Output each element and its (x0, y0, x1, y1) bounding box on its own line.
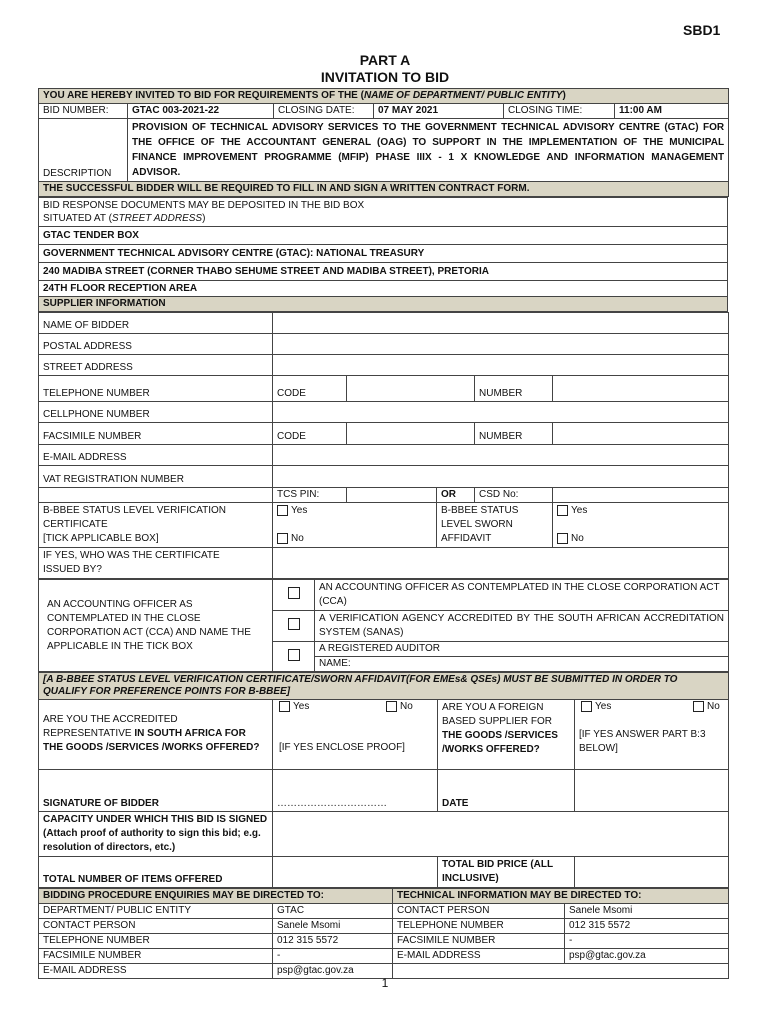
total-items-label: TOTAL NUMBER OF ITEMS OFFERED (39, 857, 273, 888)
opt2-checkbox[interactable] (288, 618, 300, 630)
email-field[interactable] (273, 445, 729, 466)
issued-by-field[interactable] (273, 548, 729, 579)
opt3-name-label: NAME: (315, 657, 729, 672)
address-line-2: GOVERNMENT TECHNICAL ADVISORY CENTRE (GTAC): NATIONAL TREASURY (39, 245, 728, 263)
fax-code-field[interactable] (347, 423, 475, 445)
foreign-yes-checkbox[interactable] (581, 701, 592, 712)
bid-number-value: GTAC 003-2021-22 (128, 104, 274, 119)
date-label: DATE (438, 770, 575, 812)
proc-value-3: - (273, 949, 393, 964)
accounting-officer-label: AN ACCOUNTING OFFICER AS CONTEMPLATED IN THE CLOSE CORPORATION ACT (CCA) AND NAME THE APPLICABLE IN THE TICK BOX (39, 580, 273, 672)
fax-number-label: NUMBER (475, 423, 553, 445)
part-heading: PART A (359, 52, 411, 68)
accredited-no-checkbox[interactable] (386, 701, 397, 712)
description-value: PROVISION OF TECHNICAL ADVISORY SERVICES TO THE GOVERNMENT TECHNICAL ADVISORY CENTRE (GTAC) FOR THE OFFICE OF THE ACCOUNTANT GENERAL (OAG) TO SUPPORT IN THE IMPLEMENTATION OF THE MUNICIPAL FINANCE IMPROVEMENT PROGRAMME (MFIP) PHASE IIIX - 1 X KNOWLEDGE AND INFORMATION MANAGEMENT ADVISOR. (128, 119, 729, 182)
affidavit-yes-checkbox[interactable] (557, 505, 568, 516)
cert-yes-option[interactable]: Yes (277, 504, 432, 518)
answer-part-b-note: [IF YES ANSWER PART B:3 BELOW] (579, 729, 706, 754)
fax-number-field[interactable] (553, 423, 729, 445)
bbbee-affidavit-options (553, 503, 729, 548)
tech-value-2: - (565, 934, 729, 949)
closing-time-label: CLOSING TIME: (504, 104, 615, 119)
issued-by-label: IF YES, WHO WAS THE CERTIFICATE ISSUED BY? (39, 548, 273, 579)
tech-value-1: 012 315 5572 (565, 919, 729, 934)
capacity-field[interactable] (273, 812, 729, 857)
postal-address-label: POSTAL ADDRESS (39, 334, 273, 355)
opt3-label: A REGISTERED AUDITOR (315, 642, 729, 657)
bidder-name-field[interactable] (273, 313, 729, 334)
foreign-yes-option[interactable]: Yes (581, 701, 611, 713)
opt1-label: AN ACCOUNTING OFFICER AS CONTEMPLATED IN THE CLOSE CORPORATION ACT (CCA) (315, 580, 729, 611)
opt2-label: A VERIFICATION AGENCY ACCREDITED BY THE SOUTH AFRICAN ACCREDITATION SYSTEM (SANAS) (315, 611, 729, 642)
cert-no-option[interactable]: No (277, 532, 432, 546)
foreign-question: ARE YOU A FOREIGN BASED SUPPLIER FOR THE GOODS /SERVICES /WORKS OFFERED? (438, 700, 575, 770)
affidavit-yes-option[interactable]: Yes (557, 504, 724, 518)
or-label: OR (437, 488, 475, 503)
proc-value-0: GTAC (273, 904, 393, 919)
tech-label-1: TELEPHONE NUMBER (393, 919, 565, 934)
fax-code-label: CODE (273, 423, 347, 445)
tcs-pin-label: TCS PIN: (273, 488, 347, 503)
affidavit-no-option[interactable]: No (557, 532, 724, 546)
bbbee-certificate-options (273, 503, 437, 548)
bid-form (38, 88, 728, 979)
closing-time-value: 11:00 AM (615, 104, 729, 119)
opt3-checkbox[interactable] (288, 649, 300, 661)
enquiries-table (38, 888, 729, 979)
invitation-table (38, 88, 729, 197)
telephone-label: TELEPHONE NUMBER (39, 376, 273, 402)
total-items-field[interactable] (273, 857, 438, 888)
description-label: DESCRIPTION (39, 119, 128, 182)
procedure-heading: BIDDING PROCEDURE ENQUIRIES MAY BE DIRECTED TO: (39, 889, 393, 904)
tech-label-0: CONTACT PERSON (393, 904, 565, 919)
cert-yes-checkbox[interactable] (277, 505, 288, 516)
bidder-name-label: NAME OF BIDDER (39, 313, 273, 334)
accredited-yes-checkbox[interactable] (279, 701, 290, 712)
enclose-proof-note: [IF YES ENCLOSE PROOF] (279, 742, 405, 753)
accredited-no-option[interactable]: No (386, 701, 413, 713)
page-title: INVITATION TO BID (320, 69, 450, 85)
bbbee-certificate-label: B-BBEE STATUS LEVEL VERIFICATION CERTIFICATE [TICK APPLICABLE BOX] (39, 503, 273, 548)
proc-value-4: psp@gtac.gov.za (273, 964, 393, 979)
vat-label: VAT REGISTRATION NUMBER (39, 466, 273, 488)
issuer-options-table (38, 579, 729, 672)
bbbee-affidavit-label: B-BBEE STATUS LEVEL SWORN AFFIDAVIT (437, 503, 553, 548)
proc-label-2: TELEPHONE NUMBER (39, 934, 273, 949)
cert-no-checkbox[interactable] (277, 533, 288, 544)
page-number: 1 (381, 976, 389, 990)
deposit-table (38, 197, 728, 312)
telephone-number-label: NUMBER (475, 376, 553, 402)
telephone-code-label: CODE (273, 376, 347, 402)
tech-label-2: FACSIMILE NUMBER (393, 934, 565, 949)
foreign-no-option[interactable]: No (693, 701, 720, 713)
bid-number-label: BID NUMBER: (39, 104, 128, 119)
affidavit-no-checkbox[interactable] (557, 533, 568, 544)
email-label: E-MAIL ADDRESS (39, 445, 273, 466)
representative-table (38, 672, 729, 888)
date-field[interactable] (575, 770, 729, 812)
vat-field[interactable] (273, 466, 729, 488)
accredited-options (273, 700, 438, 770)
address-line-3: 240 MADIBA STREET (CORNER THABO SEHUME STREET AND MADIBA STREET), PRETORIA (39, 263, 728, 281)
capacity-label: CAPACITY UNDER WHICH THIS BID IS SIGNED (Attach proof of authority to sign this bid; e.g. resolution of directors, etc.) (39, 812, 273, 857)
telephone-code-field[interactable] (347, 376, 475, 402)
address-line-4: 24TH FLOOR RECEPTION AREA (39, 281, 728, 297)
signature-label: SIGNATURE OF BIDDER (39, 770, 273, 812)
proc-value-2: 012 315 5572 (273, 934, 393, 949)
proc-label-0: DEPARTMENT/ PUBLIC ENTITY (39, 904, 273, 919)
proc-label-4: E-MAIL ADDRESS (39, 964, 273, 979)
street-address-label: STREET ADDRESS (39, 355, 273, 376)
bbbee-notice: [A B-BBEE STATUS LEVEL VERIFICATION CERTIFICATE/SWORN AFFIDAVIT(FOR EMEs& QSEs) MUST BE SUBMITTED IN ORDER TO QUALIFY FOR PREFERENCE POINTS FOR B-BBEE] (39, 673, 729, 700)
csd-label: CSD No: (475, 488, 553, 503)
tech-value-0: Sanele Msomi (565, 904, 729, 919)
telephone-number-field[interactable] (553, 376, 729, 402)
foreign-options (575, 700, 729, 770)
supplier-table (38, 312, 729, 579)
form-code: SBD1 (683, 22, 721, 38)
accredited-yes-option[interactable]: Yes (279, 701, 309, 713)
contract-notice: THE SUCCESSFUL BIDDER WILL BE REQUIRED TO FILL IN AND SIGN A WRITTEN CONTRACT FORM. (39, 182, 729, 197)
technical-heading: TECHNICAL INFORMATION MAY BE DIRECTED TO: (393, 889, 729, 904)
total-price-label: TOTAL BID PRICE (ALL INCLUSIVE) (438, 857, 575, 888)
deposit-instructions: BID RESPONSE DOCUMENTS MAY BE DEPOSITED IN THE BID BOX SITUATED AT (STREET ADDRESS) (39, 198, 728, 227)
proc-value-1: Sanele Msomi (273, 919, 393, 934)
supplier-heading: SUPPLIER INFORMATION (39, 297, 728, 312)
signature-field[interactable]: …………………………… (273, 770, 438, 812)
cellphone-field[interactable] (273, 402, 729, 423)
tcs-pin-field[interactable] (347, 488, 437, 503)
foreign-no-checkbox[interactable] (693, 701, 704, 712)
postal-address-field[interactable] (273, 334, 729, 355)
address-line-1: GTAC TENDER BOX (39, 227, 728, 245)
invite-heading: YOU ARE HEREBY INVITED TO BID FOR REQUIREMENTS OF THE (NAME OF DEPARTMENT/ PUBLIC ENTITY) (39, 89, 729, 104)
street-address-field[interactable] (273, 355, 729, 376)
tech-value-3: psp@gtac.gov.za (565, 949, 729, 964)
accredited-question: ARE YOU THE ACCREDITED REPRESENTATIVE IN SOUTH AFRICA FOR THE GOODS /SERVICES /WORKS OFFERED? (39, 700, 273, 770)
closing-date-value: 07 MAY 2021 (374, 104, 504, 119)
closing-date-label: CLOSING DATE: (274, 104, 374, 119)
cellphone-label: CELLPHONE NUMBER (39, 402, 273, 423)
csd-field[interactable] (553, 488, 729, 503)
proc-label-1: CONTACT PERSON (39, 919, 273, 934)
facsimile-label: FACSIMILE NUMBER (39, 423, 273, 445)
opt1-checkbox[interactable] (288, 587, 300, 599)
proc-label-3: FACSIMILE NUMBER (39, 949, 273, 964)
total-price-field[interactable] (575, 857, 729, 888)
tech-label-3: E-MAIL ADDRESS (393, 949, 565, 964)
